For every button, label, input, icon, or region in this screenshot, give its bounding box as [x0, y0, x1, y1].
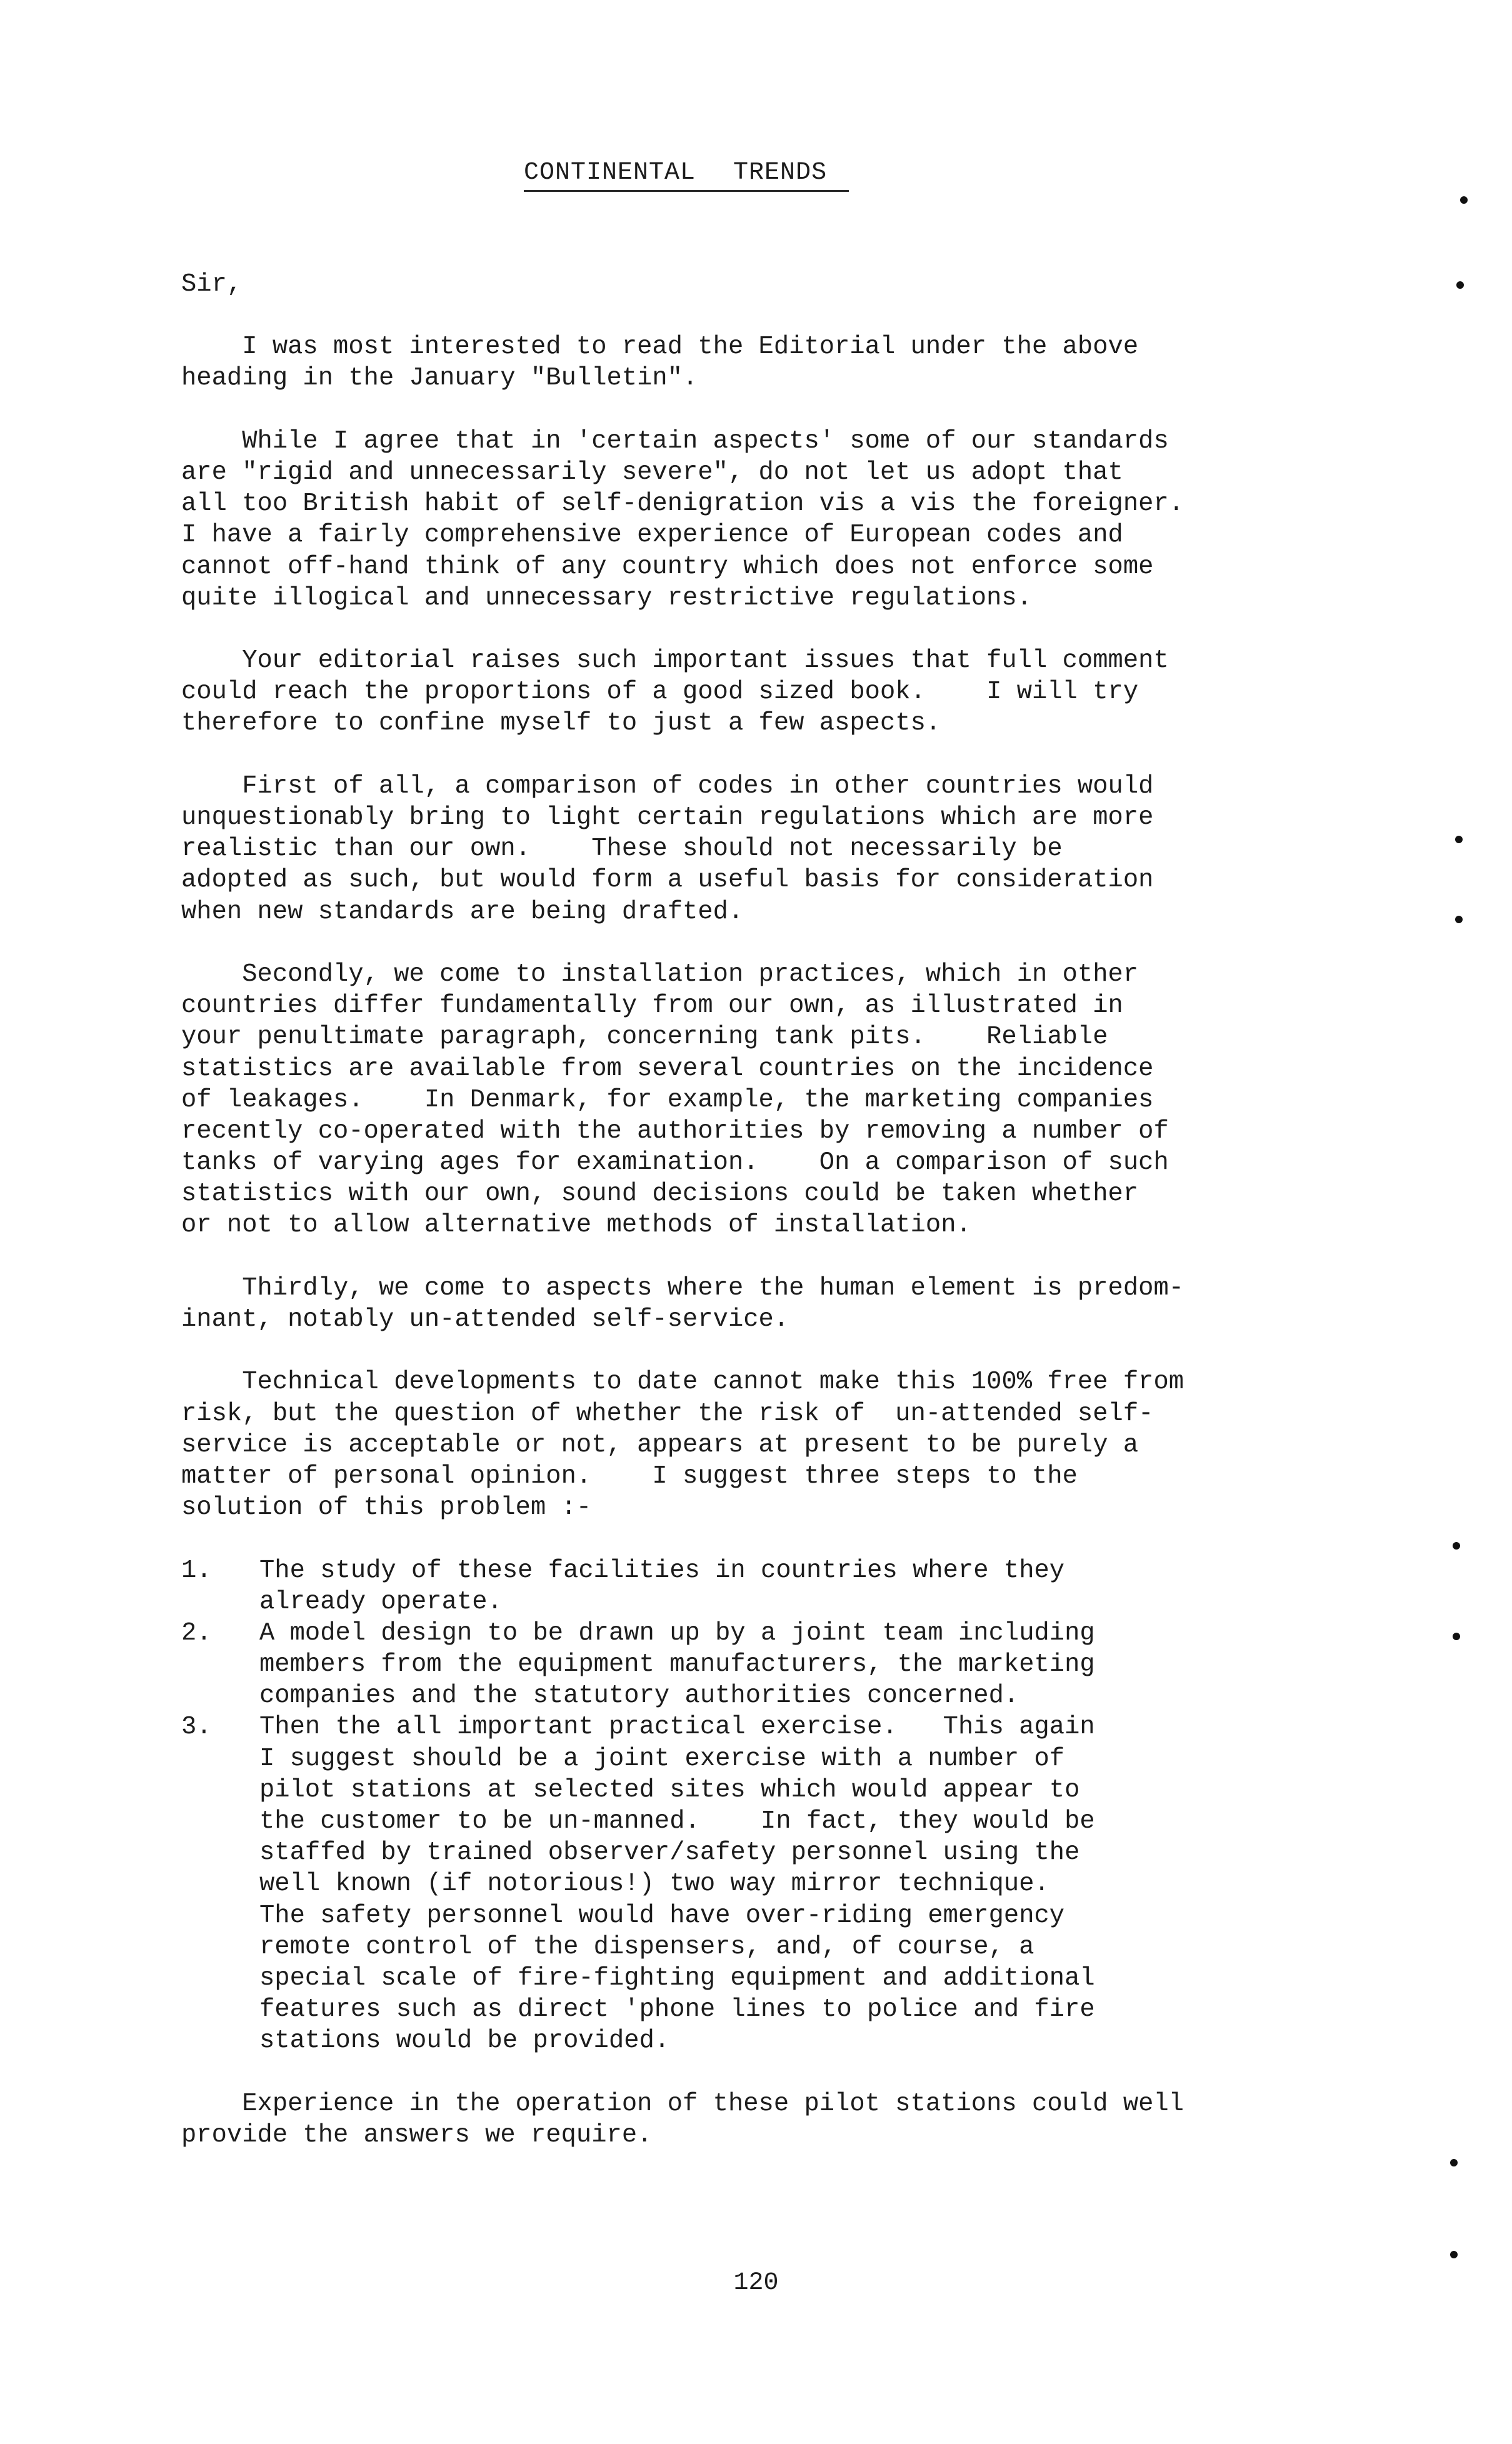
- text-line: I was most interested to read the Editorial under the above: [181, 333, 1139, 362]
- text-line: A model design to be drawn up by a joint team including: [259, 1618, 1095, 1648]
- margin-mark: [1453, 1542, 1460, 1550]
- margin-mark: [1450, 2251, 1458, 2258]
- text-line: companies and the statutory authorities concerned.: [259, 1681, 1019, 1711]
- list-number: 3.: [181, 1713, 212, 1742]
- paragraph: [181, 771, 1238, 928]
- text-line: well known (if notorious!) two way mirror technique.: [259, 1870, 1049, 1899]
- margin-mark: [1455, 916, 1463, 923]
- salutation: Sir,: [181, 270, 243, 299]
- list-item-text: [259, 1618, 1238, 1712]
- text-line: or not to allow alternative methods of installation.: [181, 1211, 971, 1240]
- paragraph: [181, 1366, 1238, 1523]
- text-line: unquestionably bring to light certain regulations which are more: [181, 803, 1154, 832]
- list-item: [181, 1555, 1238, 1618]
- closing-paragraph: [181, 2088, 1238, 2151]
- text-line: statistics are available from several countries on the incidence: [181, 1054, 1154, 1083]
- text-line: solution of this problem :-: [181, 1493, 592, 1523]
- list-number: 1.: [181, 1556, 212, 1585]
- paragraph: [181, 1273, 1238, 1335]
- text-line: inant, notably un-attended self-service.: [181, 1305, 789, 1334]
- text-line: already operate.: [259, 1587, 503, 1616]
- text-line: therefore to confine myself to just a few aspects.: [181, 709, 941, 738]
- list-number: 2.: [181, 1618, 212, 1648]
- text-line: your penultimate paragraph, concerning tank pits. Reliable: [181, 1023, 1108, 1052]
- paragraph: [181, 426, 1238, 614]
- list-item: [181, 1711, 1238, 2056]
- text-line: are "rigid and unnecessarily severe", do not let us adopt that: [181, 458, 1123, 487]
- text-line: adopted as such, but would form a useful basis for consideration: [181, 866, 1154, 895]
- numbered-list: [181, 1555, 1238, 2057]
- margin-mark: [1455, 836, 1463, 843]
- article-title: [524, 158, 849, 192]
- paragraph: [181, 331, 1238, 394]
- text-line: features such as direct 'phone lines to police and fire: [259, 1995, 1095, 2025]
- text-line: I suggest should be a joint exercise with a number of: [259, 1744, 1065, 1773]
- text-line: risk, but the question of whether the risk of un-attended self-: [181, 1399, 1154, 1428]
- text-line: Thirdly, we come to aspects where the human element is predom-: [181, 1273, 1184, 1303]
- text-line: Secondly, we come to installation practices, which in other: [181, 959, 1139, 989]
- text-line: of leakages. In Denmark, for example, the marketing companies: [181, 1085, 1154, 1114]
- page-number: 120: [733, 2269, 779, 2297]
- text-line: service is acceptable or not, appears at present to be purely a: [181, 1430, 1139, 1460]
- paragraph: [181, 959, 1238, 1241]
- text-line: provide the answers we require.: [181, 2120, 653, 2150]
- text-line: heading in the January "Bulletin".: [181, 364, 698, 393]
- margin-mark: [1456, 281, 1464, 289]
- text-line: all too British habit of self-denigration vis a vis the foreigner.: [181, 489, 1184, 519]
- margin-mark: [1460, 196, 1468, 204]
- text-line: The safety personnel would have over-riding emergency: [259, 1901, 1065, 1930]
- text-line: tanks of varying ages for examination. On a comparison of such: [181, 1148, 1169, 1178]
- text-line: the customer to be un-manned. In fact, they would be: [259, 1807, 1095, 1836]
- margin-mark: [1450, 2159, 1458, 2166]
- text-line: While I agree that in 'certain aspects' some of our standards: [181, 426, 1169, 456]
- text-line: The study of these facilities in countries where they: [259, 1556, 1065, 1585]
- text-line: pilot stations at selected sites which would appear to: [259, 1775, 1080, 1805]
- text-line: statistics with our own, sound decisions could be taken whether: [181, 1179, 1139, 1209]
- paragraph: [181, 645, 1238, 739]
- text-line: countries differ fundamentally from our own, as illustrated in: [181, 991, 1123, 1021]
- paragraphs: [181, 331, 1238, 1523]
- text-line: special scale of fire-fighting equipment and additional: [259, 1963, 1095, 1993]
- title-word-trends: TRENDS: [733, 159, 828, 187]
- list-item-text: [259, 1555, 1238, 1618]
- text-line: could reach the proportions of a good sized book. I will try: [181, 678, 1139, 707]
- text-line: I have a fairly comprehensive experience of European codes and: [181, 521, 1123, 550]
- text-line: realistic than our own. These should not necessarily be: [181, 834, 1063, 864]
- text-line: staffed by trained observer/safety personnel using the: [259, 1838, 1080, 1868]
- letter-body: [181, 269, 1238, 2182]
- text-line: First of all, a comparison of codes in other countries would: [181, 771, 1154, 801]
- margin-mark: [1453, 1633, 1460, 1640]
- text-line: stations would be provided.: [259, 2026, 670, 2056]
- list-item-text: [259, 1711, 1238, 2056]
- text-line: quite illogical and unnecessary restrictive regulations.: [181, 583, 1033, 613]
- text-line: Technical developments to date cannot make this 100% free from: [181, 1368, 1184, 1397]
- text-line: Your editorial raises such important issues that full comment: [181, 646, 1169, 676]
- text-line: Experience in the operation of these pilot stations could well: [181, 2089, 1184, 2118]
- text-line: Then the all important practical exercise. This again: [259, 1713, 1095, 1742]
- text-line: matter of personal opinion. I suggest three steps to the: [181, 1461, 1078, 1491]
- title-word-continental: CONTINENTAL: [524, 159, 696, 187]
- text-line: recently co-operated with the authorities by removing a number of: [181, 1116, 1169, 1146]
- text-line: members from the equipment manufacturers, the marketing: [259, 1650, 1095, 1680]
- text-line: when new standards are being drafted.: [181, 897, 744, 926]
- text-line: cannot off-hand think of any country which does not enforce some: [181, 552, 1154, 581]
- list-item: [181, 1618, 1238, 1712]
- text-line: remote control of the dispensers, and, of course, a: [259, 1932, 1034, 1961]
